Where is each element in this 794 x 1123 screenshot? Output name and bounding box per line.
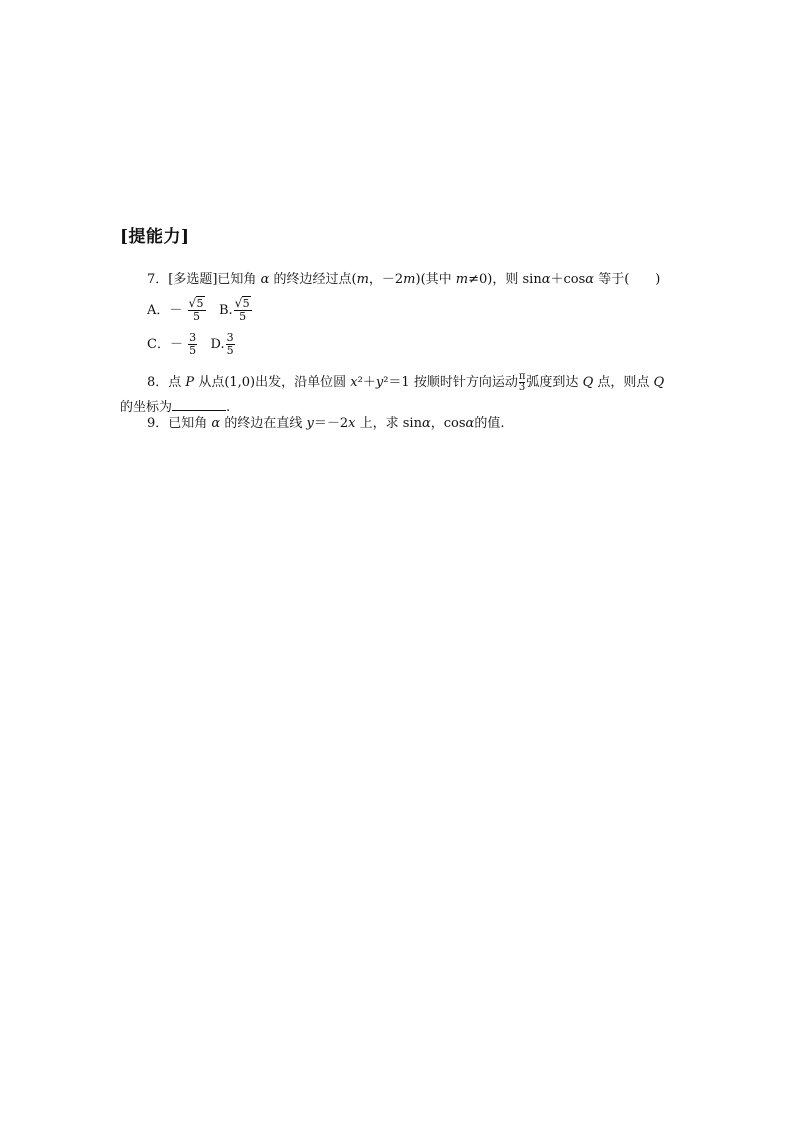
option-d-fraction: $\frac{3}{5}$ (226, 331, 234, 357)
question-8-stem: 8．点 P 从点(1,0)出发，沿单位圆 x²＋y²＝1 按顺时针方向运动 $\frac{\pi}{3}$ 弧度到达 Q 点，则点 Q (147, 371, 665, 393)
option-b-label: B. (218, 303, 233, 318)
question-9-stem: 9．已知角 α 的终边在直线 y＝－2x 上，求 sinα，cosα的值. (147, 416, 505, 431)
option-a-fraction: √ 5 5 (188, 296, 204, 323)
option-b-fraction: √ 5 5 (234, 296, 250, 323)
question-8-line-2: 的坐标为 . (120, 400, 231, 415)
answer-blank (172, 398, 226, 411)
question-7-options-cd (147, 332, 236, 357)
option-a-label: A．－ (147, 303, 183, 318)
option-c-label: C．－ (147, 337, 183, 352)
section-title: [提能力] (120, 227, 190, 247)
question-7-options-ab (147, 298, 253, 323)
angle-fraction: $\frac{\pi}{3}$ (518, 371, 526, 393)
option-c-fraction: $\frac{3}{5}$ (189, 331, 197, 357)
option-d-label: D. (210, 337, 225, 352)
question-7-stem: 7．[多选题]已知角 α 的终边经过点(m，－2m)(其中 m≠0)，则 sinα＋cosα 等于( ) (147, 272, 661, 287)
